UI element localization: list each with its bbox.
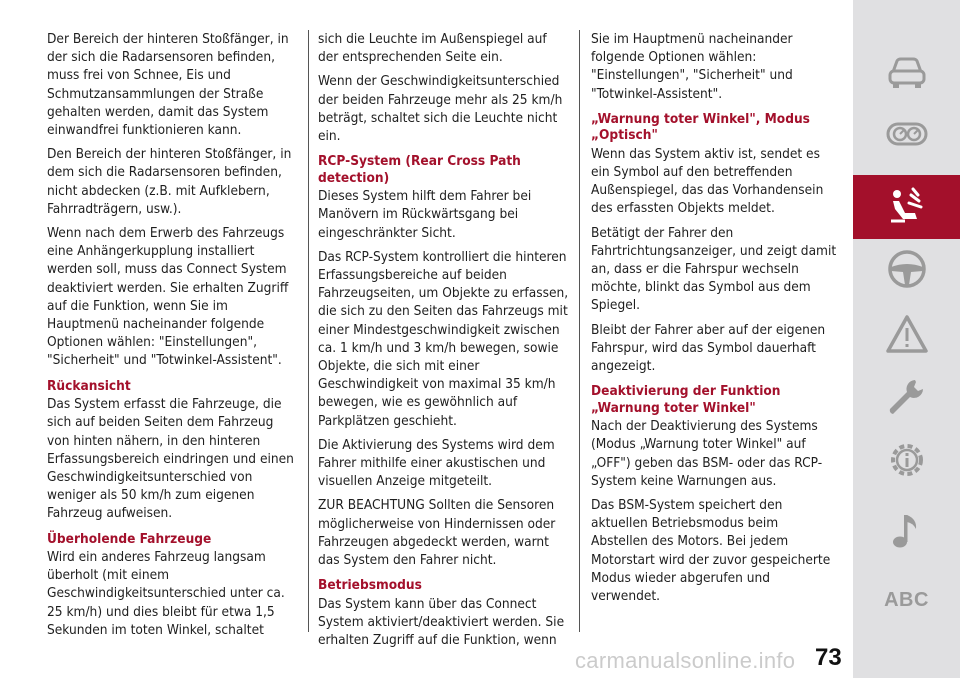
wrench-icon [885, 376, 929, 420]
dashboard-gauges-icon [885, 112, 929, 156]
chapter-tab-technical-data[interactable] [853, 428, 960, 492]
body-paragraph: ZUR BEACHTUNG Sollten die Sensoren möglicherweise von Hindernissen oder Fahrzeugen abgedeckt werden, warnt das System den Fahrer nicht. [318, 497, 556, 569]
watermark: carmanualsonline.info [575, 648, 796, 673]
body-paragraph: sich die Leuchte im Außenspiegel auf der entsprechenden Seite ein. [318, 31, 547, 66]
body-paragraph: Betätigt der Fahrer den Fahrtrichtungsanzeiger, und zeigt damit an, dass er die Fahrspur wechseln möchte, blinkt das Symbol aus dem Spiegel. [591, 224, 837, 314]
body-paragraph: Das System erfasst die Fahrzeuge, die sich auf beiden Seiten dem Fahrzeug von hinten nähern, in den hinteren Erfassungsbereich eindringen und einen Geschwindigkeitsunterschied von weniger als 50 km/h zum eigenen Fahrzeug aufweisen. [47, 396, 294, 522]
body-paragraph: Den Bereich der hinteren Stoßfänger, in dem sich die Radarsensoren befinden, nicht abdecken (z.B. mit Aufklebern, Fahrradträgern, usw.). [47, 146, 292, 217]
section-heading: Rückansicht [47, 377, 131, 394]
body-paragraph: Das BSM-System speichert den aktuellen Betriebsmodus beim Abstellen des Motors. Bei jedem Motorstart wird der zuvor gespeicherte Modus wieder abgerufen und verwendet. [591, 497, 831, 605]
index-abc-label: ABC [884, 588, 929, 611]
body-paragraph: Der Bereich der hinteren Stoßfänger, in der sich die Radarsensoren befinden, muss frei von Schnee, Eis und Schmutzansammlungen der Straße gehalten werden, damit das System einwandfrei funktionieren kann. [47, 31, 289, 139]
chapter-tab-instruments[interactable] [853, 102, 960, 166]
car-icon [885, 50, 929, 94]
text-column-1 [47, 30, 299, 645]
service-gear-icon [885, 438, 929, 482]
chapter-tab-index[interactable] [853, 568, 960, 632]
body-paragraph: Dieses System hilft dem Fahrer bei Manövern im Rückwärtsgang bei eingeschränkter Sicht. [318, 188, 532, 241]
text-column-3 [591, 30, 837, 611]
section-heading: RCP-System (Rear Cross Path detection) [318, 153, 521, 186]
body-paragraph: Die Aktivierung des Systems wird dem Fahrer mithilfe einer akustischen und visuellen Anzeige mitgeteilt. [318, 436, 555, 490]
section-heading: Betriebsmodus [318, 577, 422, 594]
body-paragraph: Wenn der Geschwindigkeitsunterschied der beiden Fahrzeuge mehr als 25 km/h beträgt, schaltet sich die Leuchte nicht ein. [318, 73, 563, 145]
chapter-tab-emergency[interactable] [853, 303, 960, 367]
steering-wheel-icon [885, 247, 929, 291]
chapter-tab-driving[interactable] [853, 237, 960, 301]
body-paragraph: Wenn nach dem Erwerb des Fahrzeugs eine Anhängerkupplung installiert werden soll, muss das Connect System deaktiviert werden. Sie erhalten Zugriff auf die Funktion, wenn Sie im Hauptmenü nacheinander folgende Optionen wählen: "Einstellungen", "Sicherheit" und "Totwinkel-Assistent". [47, 225, 289, 369]
page-number: 73 [815, 644, 842, 671]
chapter-tab-maintenance[interactable] [853, 366, 960, 430]
body-paragraph: Bleibt der Fahrer aber auf der eigenen Fahrspur, wird das Symbol dauerhaft angezeigt. [591, 321, 826, 375]
chapter-tab-multimedia[interactable] [853, 499, 960, 563]
warning-triangle-icon [885, 313, 929, 357]
body-paragraph: Nach der Deaktivierung des Systems (Modus „Warnung toter Winkel" auf „OFF") geben das BSM- oder das RCP-System keine Warnungen aus. [591, 418, 823, 489]
body-paragraph: Das RCP-System kontrolliert die hinteren Erfassungsbereiche auf beiden Fahrzeugseiten, um Objekte zu erfassen, die sich zu den Seiten das Fahrzeugs mit einer Mindestgeschwindigkeit zwischen ca. 1 km/h und 3 km/h bewegen, sowie Objekte, die sich mit einer Geschwindigkeit von maximal 35 km/h bewegen, wie es gewöhnlich auf Parkplätzen geschieht. [318, 248, 569, 429]
chapter-tab-vehicle[interactable] [853, 40, 960, 104]
body-paragraph: Wird ein anderes Fahrzeug langsam überholt (mit einem Geschwindigkeitsunterschied unter ca. 25 km/h) und dies bleibt für etwa 1,5 Sekunden im toten Winkel, schaltet [47, 549, 285, 638]
body-paragraph: Wenn das System aktiv ist, sendet es ein Symbol auf den betreffenden Außenspiegel, das das Vorhandensein des erfassten Objekts meldet. [591, 145, 824, 217]
airbag-seat-icon [885, 185, 929, 229]
section-heading: Überholende Fahrzeuge [47, 530, 212, 547]
music-note-icon [885, 509, 929, 553]
section-heading: Deaktivierung der Funktion „Warnung toter Winkel" [591, 383, 781, 416]
chapter-sidebar [853, 0, 960, 678]
body-paragraph: Das System kann über das Connect System aktiviert/deaktiviert werden. Sie erhalten Zugriff auf die Funktion, wenn [318, 595, 565, 649]
chapter-tab-safety[interactable] [853, 175, 960, 239]
section-heading: „Warnung toter Winkel", Modus „Optisch" [591, 110, 810, 144]
column-divider [579, 30, 580, 632]
text-column-2 [318, 30, 570, 655]
body-paragraph: Sie im Hauptmenü nacheinander folgende Optionen wählen: "Einstellungen", "Sicherheit" und "Totwinkel-Assistent". [591, 31, 793, 102]
column-divider [308, 30, 309, 632]
